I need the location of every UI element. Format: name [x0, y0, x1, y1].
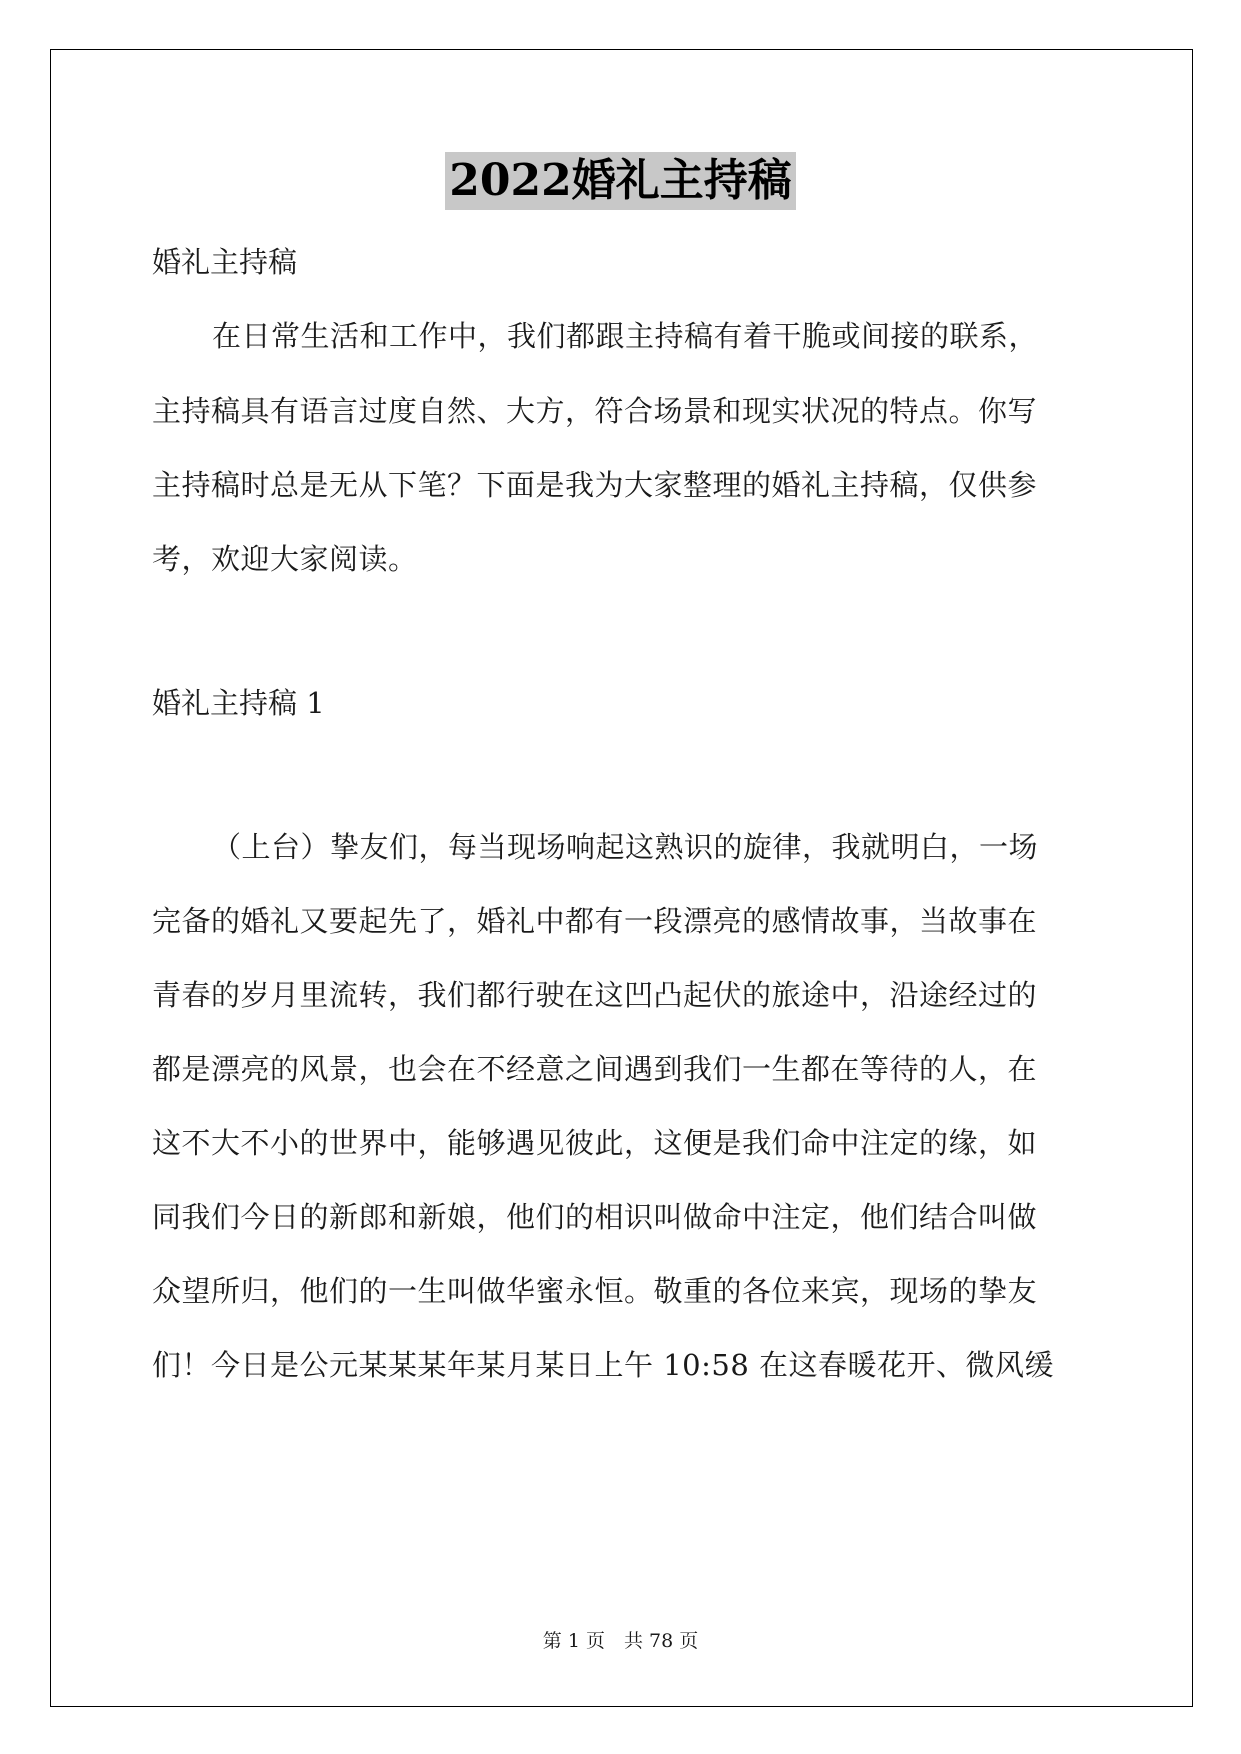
- intro-line: 在日常生活和工作中，我们都跟主持稿有着干脆或间接的联系，: [212, 319, 1039, 353]
- section-heading: 婚礼主持稿 1: [152, 686, 325, 720]
- section-line: 同我们今日的新郎和新娘，他们的相识叫做命中注定，他们结合叫做: [152, 1200, 1038, 1234]
- section-line: 完备的婚礼又要起先了，婚礼中都有一段漂亮的感情故事，当故事在: [152, 904, 1038, 938]
- section-line: （上台）挚友们，每当现场响起这熟识的旋律，我就明白，一场: [212, 830, 1039, 864]
- section-line: 众望所归，他们的一生叫做华蜜永恒。敬重的各位来宾，现场的挚友: [152, 1274, 1038, 1308]
- document-title: 2022婚礼主持稿: [445, 152, 795, 210]
- subtitle: 婚礼主持稿: [152, 245, 298, 279]
- section-line: 们！今日是公元某某某年某月某日上午 10:58 在这春暖花开、微风缓: [152, 1348, 1055, 1382]
- intro-line: 主持稿时总是无从下笔？下面是我为大家整理的婚礼主持稿，仅供参: [152, 468, 1038, 502]
- intro-line: 主持稿具有语言过度自然、大方，符合场景和现实状况的特点。你写: [152, 394, 1038, 428]
- page-border: [50, 49, 1193, 1707]
- page-footer: 第 1 页 共 78 页: [542, 1630, 699, 1652]
- title-container: [0, 152, 1241, 210]
- section-line: 这不大不小的世界中，能够遇见彼此，这便是我们命中注定的缘，如: [152, 1126, 1038, 1160]
- intro-line: 考，欢迎大家阅读。: [152, 542, 418, 576]
- section-line: 青春的岁月里流转，我们都行驶在这凹凸起伏的旅途中，沿途经过的: [152, 978, 1038, 1012]
- section-line: 都是漂亮的风景，也会在不经意之间遇到我们一生都在等待的人，在: [152, 1052, 1038, 1086]
